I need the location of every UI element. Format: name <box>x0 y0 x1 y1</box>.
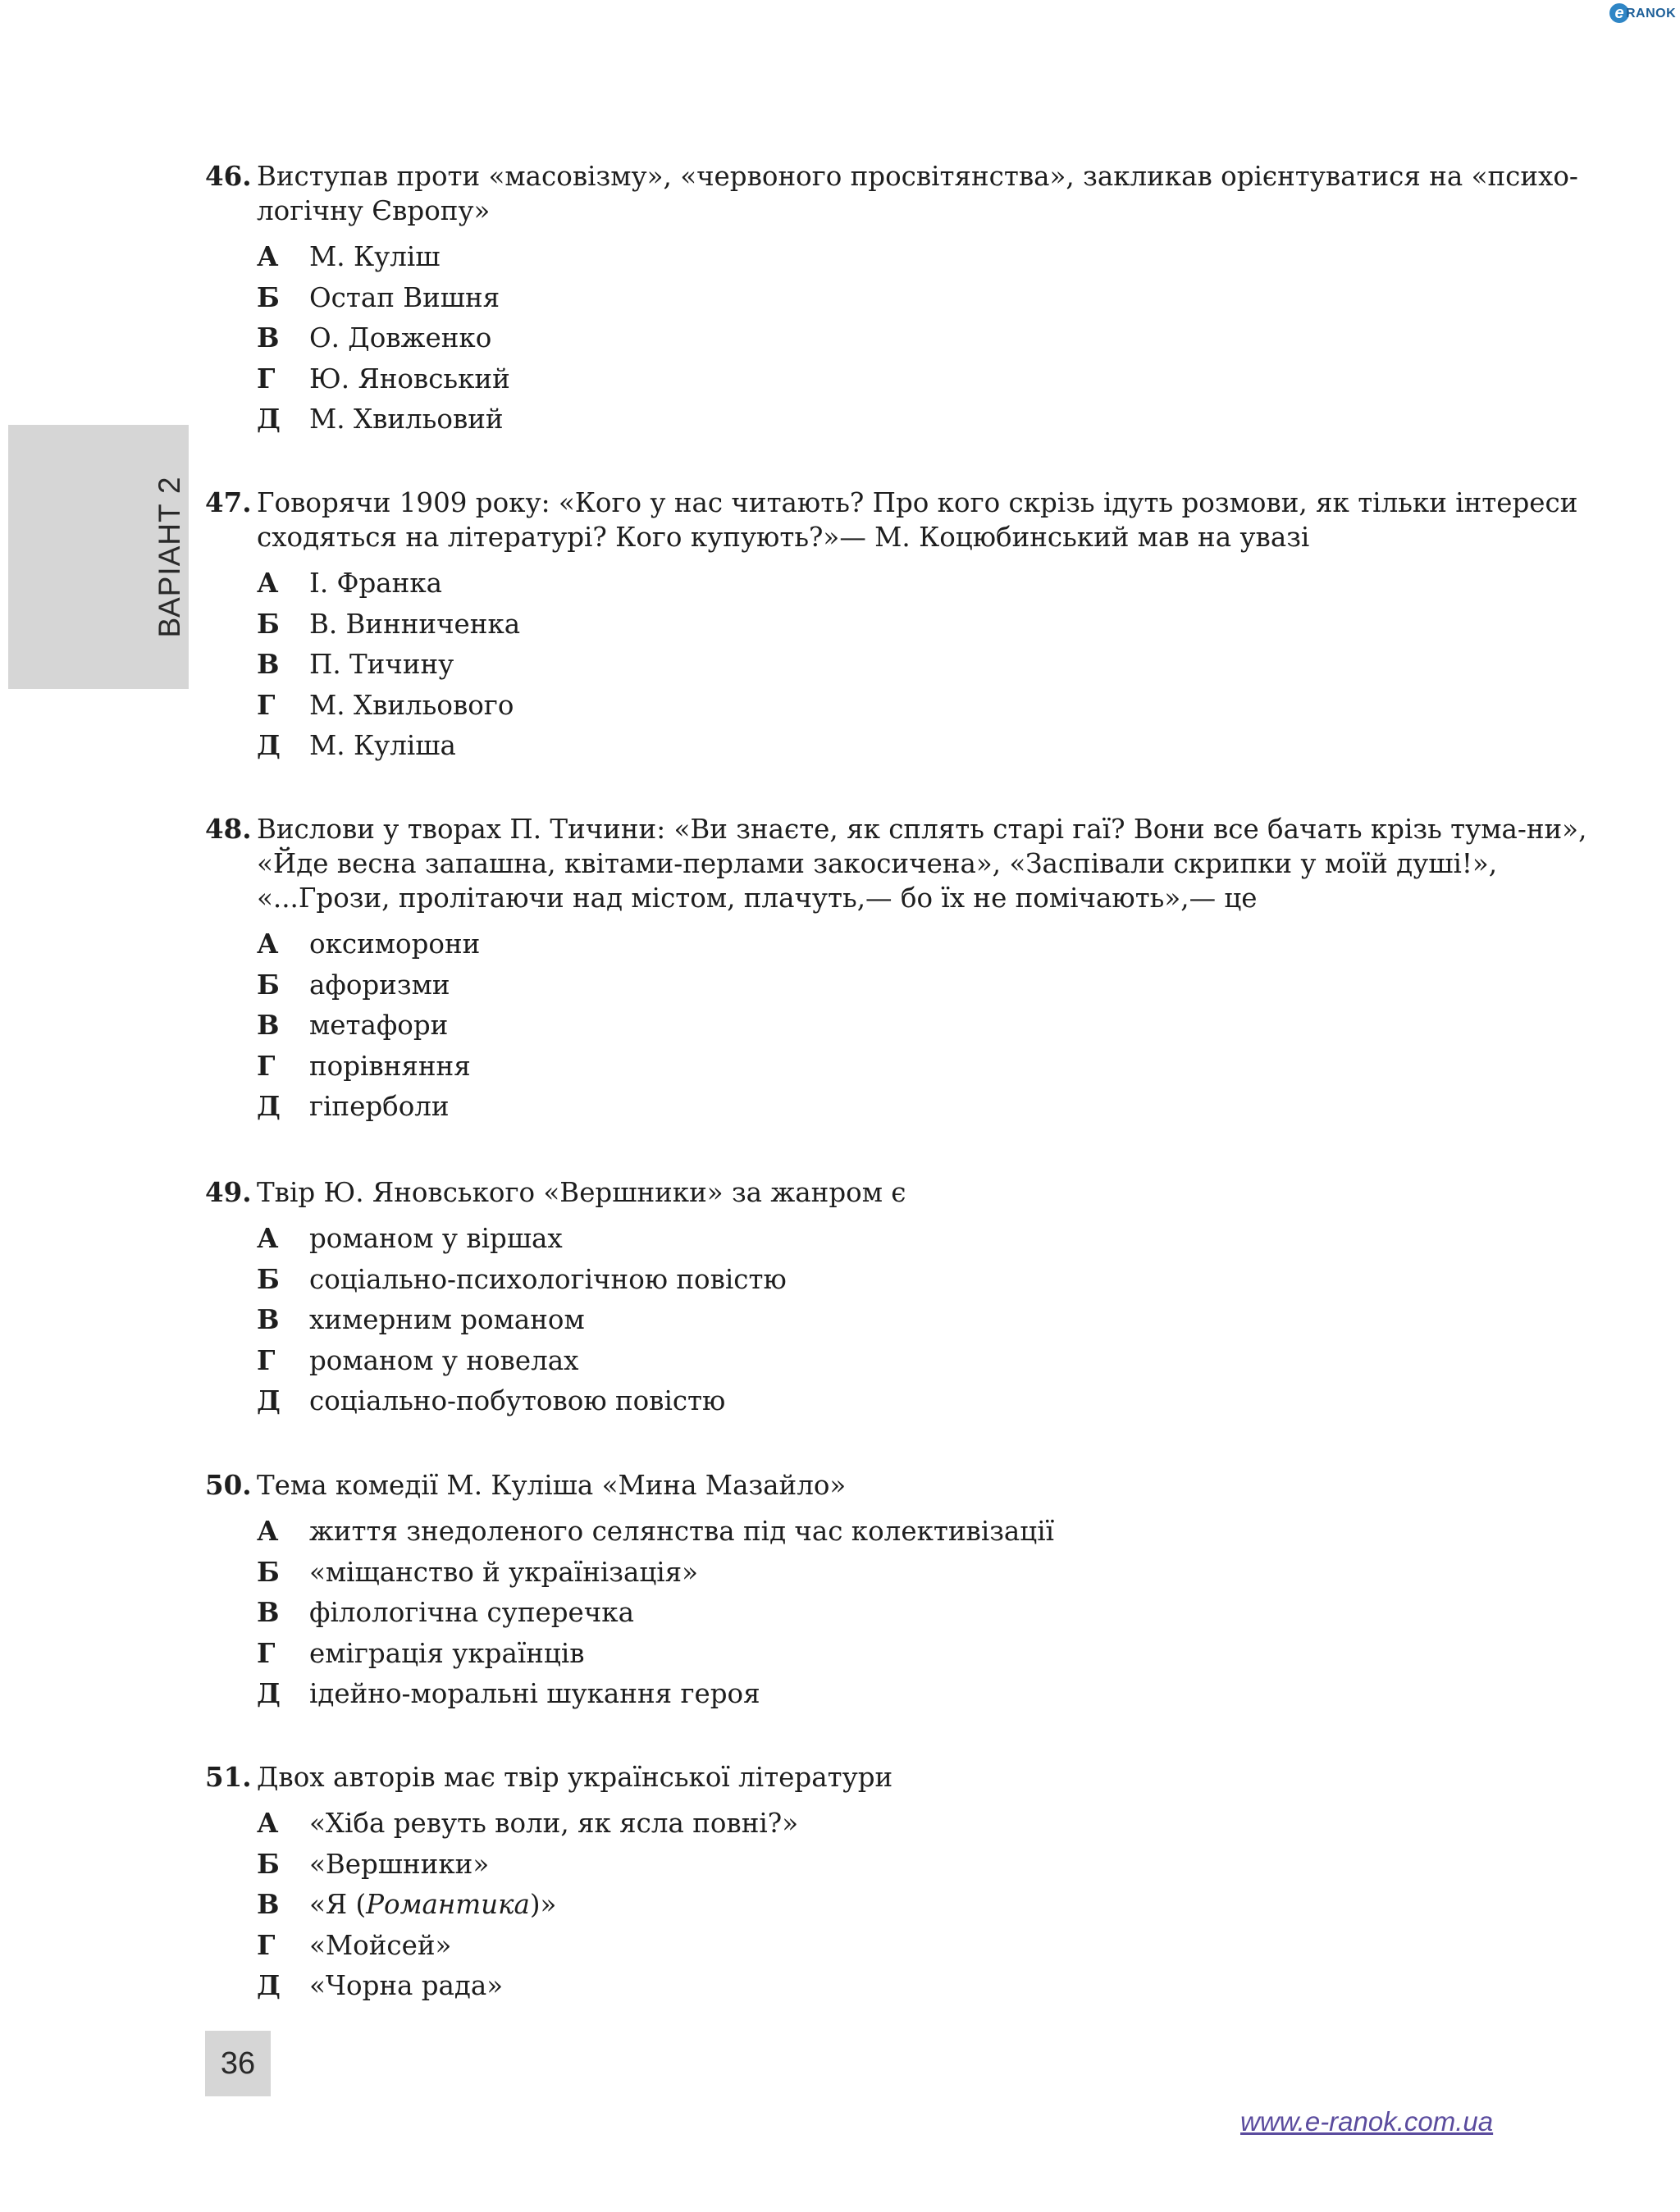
answer-options <box>205 1806 1600 2009</box>
answer-option <box>205 1384 1600 1425</box>
answer-option <box>205 1221 1600 1262</box>
question-head <box>205 1468 1600 1503</box>
answer-option <box>205 1514 1600 1555</box>
option-text: П. Тичину <box>309 649 454 681</box>
option-text: «Вершники» <box>309 1848 490 1880</box>
question-number: 46. <box>205 160 252 192</box>
option-letter: Г <box>257 1928 276 1961</box>
option-text-part: «Я ( <box>309 1889 367 1921</box>
option-letter: Д <box>257 403 281 436</box>
option-text: романом у новелах <box>309 1344 579 1376</box>
question-number: 50. <box>205 1469 252 1501</box>
option-text: життя знедоленого селянства під час колективізації <box>309 1516 1055 1547</box>
option-text: ідейно-моральні шукання героя <box>309 1678 760 1710</box>
option-letter: А <box>257 1222 279 1254</box>
option-text: «Мойсей» <box>309 1929 452 1961</box>
answer-option <box>205 402 1600 443</box>
question-head <box>205 486 1600 554</box>
question-number: 48. <box>205 813 252 845</box>
question-number: 51. <box>205 1761 252 1793</box>
option-letter: А <box>257 928 279 960</box>
option-text: романом у віршах <box>309 1223 563 1254</box>
answer-option <box>205 1302 1600 1343</box>
answer-option <box>205 1636 1600 1677</box>
option-text: «Хіба ревуть воли, як ясла повні?» <box>309 1808 799 1839</box>
option-text: В. Винниченка <box>309 608 521 640</box>
answer-options <box>205 927 1600 1130</box>
question-text: Говорячи 1909 року: «Кого у нас читають? Про кого скрізь ідуть розмови, як тільки інтереси сходяться на літературі? Кого купують?»— М. Коцюбинський мав на увазі <box>257 487 1578 553</box>
option-text: Остап Вишня <box>309 281 500 313</box>
option-letter: Г <box>257 1636 276 1669</box>
option-letter: Б <box>257 968 280 1001</box>
option-text: Ю. Яновський <box>309 363 510 395</box>
option-text: соціально-психологічною повістю <box>309 1263 787 1295</box>
option-text: М. Хвильового <box>309 689 514 721</box>
page-number: 36 <box>205 2031 271 2096</box>
answer-option <box>205 566 1600 607</box>
website-link[interactable]: www.e-ranok.com.ua <box>1240 2106 1494 2137</box>
option-letter: Б <box>257 1555 280 1588</box>
answer-option <box>205 1049 1600 1090</box>
option-letter: Д <box>257 1677 281 1710</box>
answer-option <box>205 1555 1600 1596</box>
answer-option <box>205 1089 1600 1130</box>
answer-option <box>205 1968 1600 2009</box>
question-text: Двох авторів має твір української літератури <box>257 1762 893 1793</box>
option-letter: Д <box>257 1969 281 2002</box>
option-text: філологічна суперечка <box>309 1597 634 1629</box>
option-letter: Б <box>257 1847 280 1880</box>
option-text: гіперболи <box>309 1091 450 1123</box>
option-letter: А <box>257 1807 279 1839</box>
answer-option <box>205 688 1600 729</box>
variant-label: ВАРІАНТ 2 <box>153 476 186 638</box>
answer-option <box>205 647 1600 688</box>
option-text: соціально-побутовою повістю <box>309 1385 726 1417</box>
question-head <box>205 1175 1600 1210</box>
option-letter: Б <box>257 607 280 640</box>
publisher-logo <box>1609 3 1675 25</box>
option-letter: Г <box>257 1049 276 1082</box>
answer-option <box>205 1847 1600 1888</box>
logo-e-icon: e <box>1609 3 1629 23</box>
answer-option <box>205 321 1600 362</box>
logo-text: RANOK <box>1626 7 1677 21</box>
question-text: Тема комедії М. Куліша «Мина Мазайло» <box>257 1470 847 1501</box>
option-letter: Д <box>257 1090 281 1123</box>
option-letter: Г <box>257 362 276 395</box>
question-head <box>205 159 1600 228</box>
option-letter: В <box>257 1596 280 1629</box>
answer-option <box>205 362 1600 403</box>
option-text-italic: Романтика <box>366 1889 530 1921</box>
option-letter: Г <box>257 1343 276 1376</box>
option-letter: Б <box>257 280 280 313</box>
answer-option <box>205 1262 1600 1303</box>
question-text: Виступав проти «масовізму», «червоного просвітянства», закликав орієнтуватися на «психо-логічну Європу» <box>257 161 1578 226</box>
question-number: 49. <box>205 1176 252 1208</box>
variant-side-tab <box>8 425 189 689</box>
option-text: М. Куліша <box>309 730 456 762</box>
option-text: оксиморони <box>309 928 481 960</box>
question-46 <box>205 159 1600 443</box>
option-text: М. Куліш <box>309 241 441 272</box>
question-number: 47. <box>205 486 252 518</box>
option-text: І. Франка <box>309 568 443 599</box>
answer-option <box>205 1887 1600 1928</box>
question-text: Твір Ю. Яновського «Вершники» за жанром є <box>257 1177 906 1208</box>
option-letter: А <box>257 240 279 272</box>
option-letter: Д <box>257 729 281 762</box>
answer-options <box>205 239 1600 443</box>
answer-option <box>205 927 1600 968</box>
option-letter: В <box>257 322 280 354</box>
option-letter: А <box>257 567 279 599</box>
answer-option <box>205 1008 1600 1049</box>
option-letter: А <box>257 1515 279 1547</box>
question-48 <box>205 812 1600 1130</box>
option-text-part: )» <box>529 1889 557 1921</box>
answer-option <box>205 728 1600 769</box>
answer-option <box>205 1676 1600 1717</box>
answer-option <box>205 239 1600 280</box>
answer-option <box>205 1806 1600 1847</box>
answer-options <box>205 1514 1600 1717</box>
option-text: М. Хвильовий <box>309 404 504 436</box>
question-head <box>205 812 1600 915</box>
option-text: метафори <box>309 1010 449 1042</box>
option-text: порівняння <box>309 1050 471 1082</box>
answer-option <box>205 1595 1600 1636</box>
question-50 <box>205 1468 1600 1717</box>
option-text: «Чорна рада» <box>309 1970 504 2002</box>
answer-option <box>205 1343 1600 1384</box>
option-letter: Д <box>257 1384 281 1417</box>
question-51 <box>205 1760 1600 2009</box>
option-text: химерним романом <box>309 1304 585 1336</box>
option-letter: Б <box>257 1262 280 1295</box>
question-text: Вислови у творах П. Тичини: «Ви знаєте, як сплять старі гаї? Вони все бачать крізь тума-ни», «Йде весна запашна, квітами-перлами закосичена», «Заспівали скрипки у моїй душі!», «...Грози, пролітаючи над містом, плачуть,— бо їх не помічають»,— це <box>257 814 1587 914</box>
answer-options <box>205 1221 1600 1425</box>
option-text <box>309 1887 556 1922</box>
answer-option <box>205 607 1600 648</box>
option-text: еміграція українців <box>309 1637 585 1669</box>
option-letter: В <box>257 648 280 681</box>
option-letter: В <box>257 1009 280 1042</box>
answer-option <box>205 968 1600 1009</box>
answer-option <box>205 280 1600 322</box>
option-text: О. Довженко <box>309 322 492 354</box>
question-head <box>205 1760 1600 1795</box>
option-letter: Г <box>257 688 276 721</box>
answer-option <box>205 1928 1600 1969</box>
option-text: «міщанство й українізація» <box>309 1556 699 1588</box>
question-49 <box>205 1175 1600 1425</box>
option-letter: В <box>257 1303 280 1336</box>
option-text: афоризми <box>309 969 450 1001</box>
option-letter: В <box>257 1888 280 1921</box>
answer-options <box>205 566 1600 769</box>
question-47 <box>205 486 1600 769</box>
